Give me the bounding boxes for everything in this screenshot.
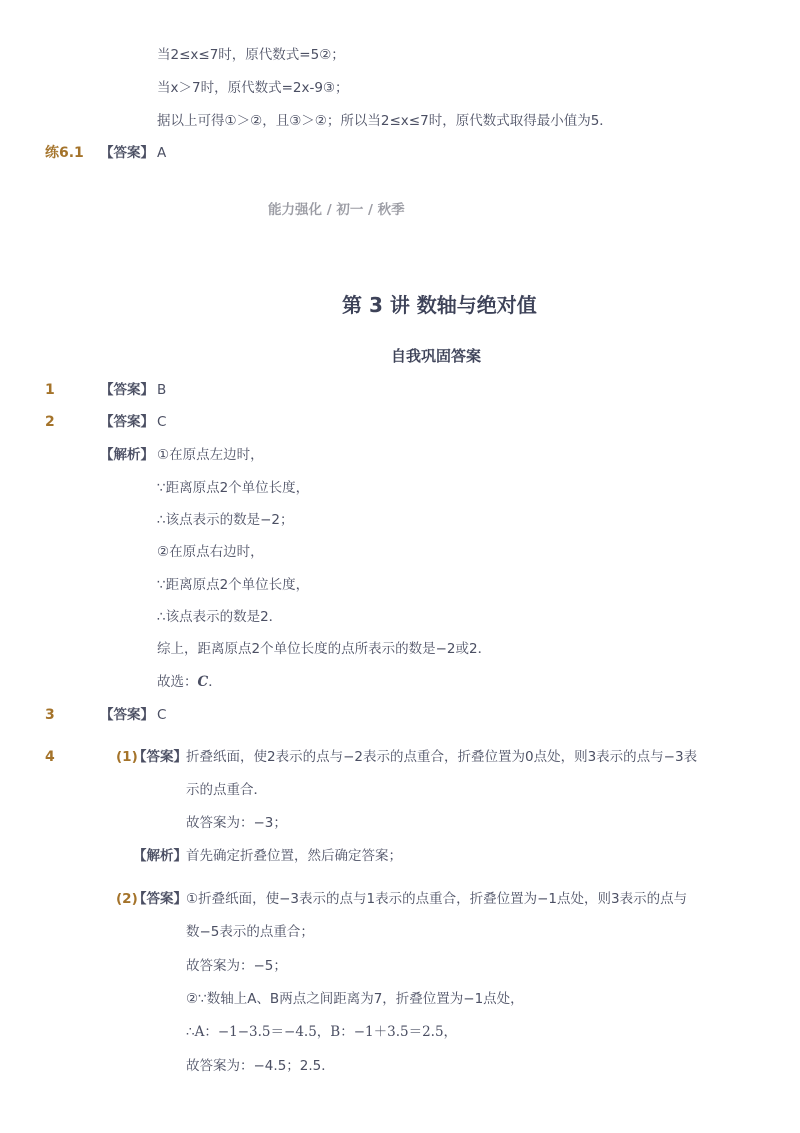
math-line: ∴A：−1−3.5＝−4.5，B：−1＋3.5＝2.5， (186, 1024, 458, 1040)
text-line: 据以上可得①＞②，且③＞②；所以当2≤x≤7时，原代数式取得最小值为5． (157, 113, 613, 129)
text-line: 故答案为：−4.5；2.5． (186, 1058, 335, 1074)
text-line: 故答案为：−3； (186, 815, 287, 831)
text-line: ②∵数轴上A、B两点之间距离为7，折叠位置为−1点处， (186, 991, 524, 1007)
answer-tag: 【答案】 (133, 891, 187, 907)
text-line: 故答案为：−5； (186, 958, 287, 974)
conclusion-line (157, 672, 222, 692)
question-number: 4 (45, 749, 55, 765)
question-number: 1 (45, 382, 55, 398)
conclusion-letter: C (197, 674, 209, 690)
analysis-tag: 【解析】 (100, 447, 154, 463)
answer-value: C (157, 707, 167, 723)
practice-number: 练6.1 (45, 145, 84, 161)
answer-value: A (157, 145, 167, 161)
text-line: 当2≤x≤7时，原代数式=5②； (157, 47, 345, 63)
text-line: ∵距离原点2个单位长度， (157, 577, 310, 593)
answer-value: B (157, 382, 167, 398)
answer-tag: 【答案】 (100, 382, 154, 398)
text-line: ①折叠纸面，使−3表示的点与1表示的点重合，折叠位置为−1点处，则3表示的点与 (186, 891, 688, 907)
text-line: ∵距离原点2个单位长度， (157, 480, 310, 496)
text-line: 示的点重合． (186, 782, 267, 798)
text-line: 首先确定折叠位置，然后确定答案； (186, 848, 402, 864)
text-line: 综上，距离原点2个单位长度的点所表示的数是−2或2． (157, 641, 492, 657)
lecture-title: 第 3 讲 数轴与绝对值 (342, 293, 537, 317)
answer-tag: 【答案】 (133, 749, 187, 765)
part-label: (1) (116, 749, 138, 765)
answer-tag: 【答案】 (100, 414, 154, 430)
question-number: 3 (45, 707, 55, 723)
conclusion-prefix: 故选： (157, 674, 198, 690)
conclusion-suffix: ． (208, 674, 222, 690)
text-line: 当x＞7时，原代数式=2x-9③； (157, 80, 349, 96)
answer-tag: 【答案】 (100, 145, 154, 161)
part-label: (2) (116, 891, 138, 907)
section-title: 自我巩固答案 (391, 347, 482, 365)
text-line: ①在原点左边时， (157, 447, 264, 463)
text-line: 折叠纸面，使2表示的点与−2表示的点重合，折叠位置为0点处，则3表示的点与−3表 (186, 749, 698, 765)
text-line: ∴该点表示的数是2． (157, 609, 283, 625)
text-line: 数−5表示的点重合； (186, 924, 314, 940)
text-line: ②在原点右边时， (157, 544, 264, 560)
question-number: 2 (45, 414, 55, 430)
answer-value: C (157, 414, 167, 430)
analysis-tag: 【解析】 (133, 848, 187, 864)
footer-breadcrumb: 能力强化 / 初一 / 秋季 (268, 202, 405, 218)
text-line: ∴该点表示的数是−2； (157, 512, 294, 528)
answer-tag: 【答案】 (100, 707, 154, 723)
